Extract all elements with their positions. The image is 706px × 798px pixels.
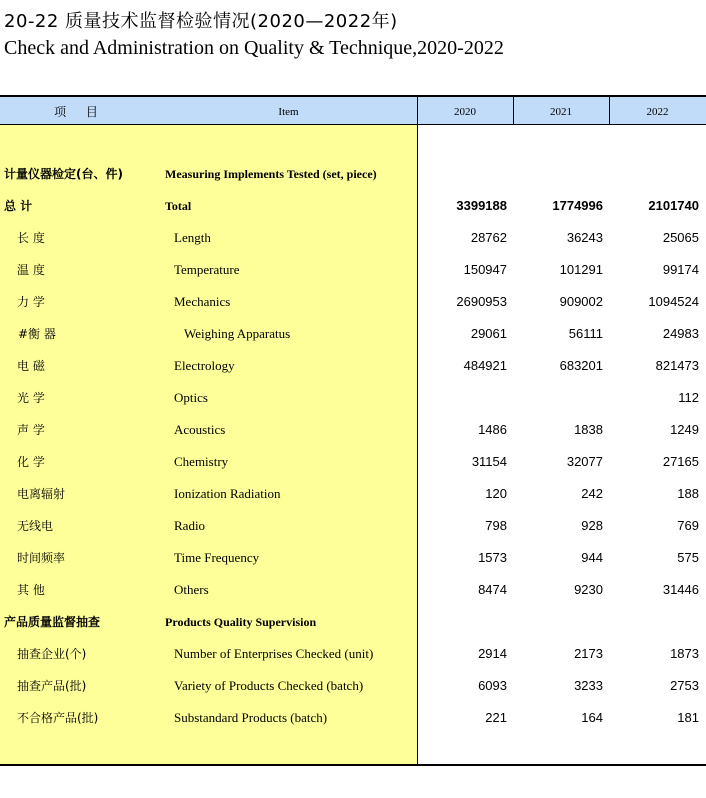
row-label-en: Weighing Apparatus [184,326,291,341]
row-value-2022: 1249 [670,422,699,437]
row-label-en: Ionization Radiation [174,486,281,501]
row-label-cn: 其 他 [17,583,45,597]
row-value-2020: 484921 [463,358,507,373]
row-value-2022: 2753 [670,678,699,693]
row-label-cn: 总 计 [4,199,33,213]
row-label-en: Number of Enterprises Checked (unit) [174,646,374,661]
table-row [0,350,706,382]
table-row [0,574,706,606]
table-row [0,702,706,734]
row-label-cn: 抽查产品(批) [17,679,87,693]
row-value-2021: 1774996 [552,198,603,213]
row-value-2020: 221 [485,710,507,725]
row-label-cn: 无线电 [17,519,54,533]
table-row [0,670,706,702]
row-label-en: Optics [174,390,208,405]
row-label-cn: 光 学 [17,391,45,405]
table-row [0,158,706,190]
row-value-2022: 25065 [662,230,699,245]
row-label-cn: 声 学 [17,423,45,437]
table-row [0,414,706,446]
row-label-cn: 长 度 [17,231,45,245]
row-value-2020: 1573 [478,550,507,565]
row-value-2021: 36243 [566,230,603,245]
row-label-cn: 产品质量监督抽查 [4,615,101,629]
table-row [0,286,706,318]
row-value-2022: 2101740 [648,198,699,213]
table-row [0,478,706,510]
row-value-2021: 944 [581,550,603,565]
row-value-2020: 798 [485,518,507,533]
row-label-cn: 力 学 [17,295,45,309]
row-value-2020: 1486 [478,422,507,437]
row-value-2021: 242 [581,486,603,501]
row-value-2020: 29061 [470,326,507,341]
header-year-2021: 2021 [550,106,572,118]
row-value-2022: 181 [677,710,699,725]
row-value-2022: 1094524 [648,294,699,309]
row-label-cn: 电 磁 [17,359,45,373]
row-value-2022: 99174 [662,262,699,277]
table-row [0,382,706,414]
row-value-2020: 3399188 [456,198,507,213]
row-value-2020: 28762 [470,230,507,245]
row-value-2022: 769 [677,518,699,533]
row-label-cn: 抽查企业(个) [17,647,87,661]
row-value-2020: 120 [485,486,507,501]
row-value-2021: 3233 [574,678,603,693]
row-value-2022: 188 [677,486,699,501]
table-title-cn: 20-22 质量技术监督检验情况(2020—2022年) [4,11,398,32]
table-row [0,318,706,350]
row-label-en: Measuring Implements Tested (set, piece) [165,167,377,181]
table-row [0,510,706,542]
table-row [0,542,706,574]
table-row [0,606,706,638]
row-label-en: Variety of Products Checked (batch) [174,678,364,693]
row-label-cn: 温 度 [17,263,45,277]
row-label-en: Substandard Products (batch) [174,710,328,725]
table-row [0,254,706,286]
row-value-2022: 821473 [655,358,699,373]
row-value-2022: 27165 [662,454,699,469]
row-value-2021: 2173 [574,646,603,661]
table-title-en: Check and Administration on Quality & Technique,2020-2022 [4,37,504,59]
table-row [0,222,706,254]
row-value-2021: 928 [581,518,603,533]
row-label-en: Length [174,230,211,245]
row-value-2021: 909002 [559,294,603,309]
row-value-2022: 24983 [662,326,699,341]
header-divider [417,97,418,125]
row-label-en: Products Quality Supervision [165,615,317,629]
table-row [0,190,706,222]
header-divider [513,97,514,125]
row-label-en: Time Frequency [174,550,260,565]
statistics-table [0,95,706,767]
row-value-2022: 1873 [670,646,699,661]
header-year-2020: 2020 [454,106,476,118]
row-label-en: Chemistry [174,454,229,469]
row-label-cn: 化 学 [17,455,45,469]
row-value-2021: 1838 [574,422,603,437]
row-value-2021: 56111 [568,326,603,341]
row-value-2022: 31446 [662,582,699,597]
row-label-cn: 电离辐射 [17,487,66,501]
row-label-en: Mechanics [174,294,231,309]
table-row [0,446,706,478]
row-value-2022: 575 [677,550,699,565]
row-label-en: Total [165,199,192,213]
table-row [0,638,706,670]
row-label-en: Radio [174,518,206,533]
table-bottom-rule [0,764,706,766]
row-value-2020: 8474 [478,582,507,597]
row-value-2020: 2690953 [456,294,507,309]
row-value-2020: 150947 [463,262,507,277]
header-year-2022: 2022 [646,106,669,118]
row-value-2020: 6093 [478,678,507,693]
row-value-2021: 101291 [559,262,603,277]
row-value-2020: 2914 [478,646,507,661]
row-label-cn: 计量仪器检定(台、件) [4,167,123,181]
row-value-2022: 112 [678,390,699,405]
row-label-en: Electrology [174,358,235,373]
row-value-2020: 31154 [471,454,507,469]
header-item-en: Item [278,106,299,118]
row-value-2021: 9230 [574,582,603,597]
row-value-2021: 164 [581,710,603,725]
row-label-cn: 时间频率 [17,551,66,565]
row-label-cn: #衡 器 [18,327,56,341]
row-label-en: Temperature [174,262,240,277]
row-value-2021: 32077 [566,454,603,469]
table-header [0,95,706,125]
row-label-cn: 不合格产品(批) [17,711,99,725]
row-label-en: Others [174,582,209,597]
header-divider [609,97,610,125]
header-item-cn: 项 目 [54,105,106,119]
row-value-2021: 683201 [559,358,603,373]
row-label-en: Acoustics [174,422,226,437]
